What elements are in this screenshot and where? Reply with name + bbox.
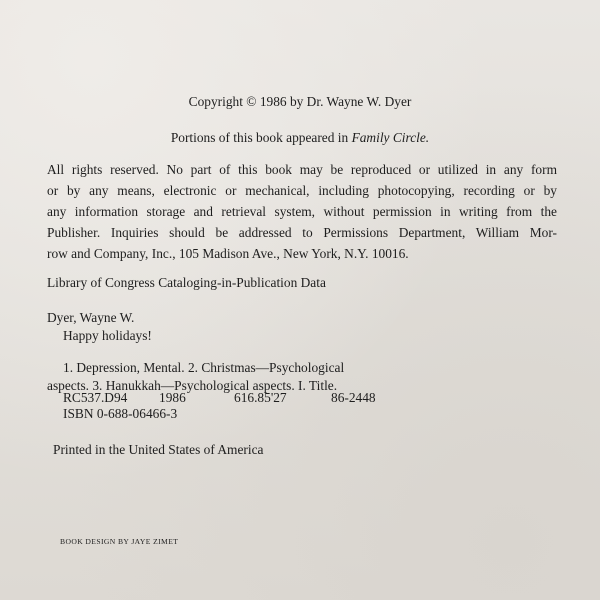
cip-subject-line: aspects. 3. Hanukkah—Psychological aspects. I. Title. [47,378,338,393]
cip-isbn: ISBN 0-688-06466-3 [63,406,178,421]
cip-lccn: 86-2448 [331,390,376,405]
printed-in-line: Printed in the United States of America [53,442,264,457]
bleed-through-text: ​ [296,3,304,48]
rights-line: All rights reserved. No part of this book may be reproduced or utilized in any form [47,162,557,177]
rights-paragraph [47,159,557,264]
rights-line: any information storage and retrieval system, without permission in writing from the [47,204,557,219]
cip-header: Library of Congress Cataloging-in-Publication Data [47,275,326,290]
design-credit: BOOK DESIGN BY JAYE ZIMET [60,537,179,546]
cip-dewey: 616.85'27 [234,390,287,405]
cip-author: Dyer, Wayne W. [47,310,135,325]
portions-source: Family Circle. [351,130,430,145]
cip-year: 1986 [159,390,186,405]
rights-line: Publisher. Inquiries should be addressed to Permissions Department, William Mor- [47,225,557,240]
portions-line [0,127,600,148]
cip-subject-line: 1. Depression, Mental. 2. Christmas—Psychological [63,360,345,375]
portions-prefix: Portions of this book appeared in [170,130,352,145]
copyright-line: Copyright © 1986 by Dr. Wayne W. Dyer [188,94,412,109]
cip-book-title: Happy holidays! [63,328,152,343]
rights-line: or by any means, electronic or mechanical, including photocopying, recording or by [47,183,557,198]
rights-line: row and Company, Inc., 105 Madison Ave., New York, N.Y. 10016. [47,246,409,261]
cip-lc-number: RC537.D94 [63,390,128,405]
